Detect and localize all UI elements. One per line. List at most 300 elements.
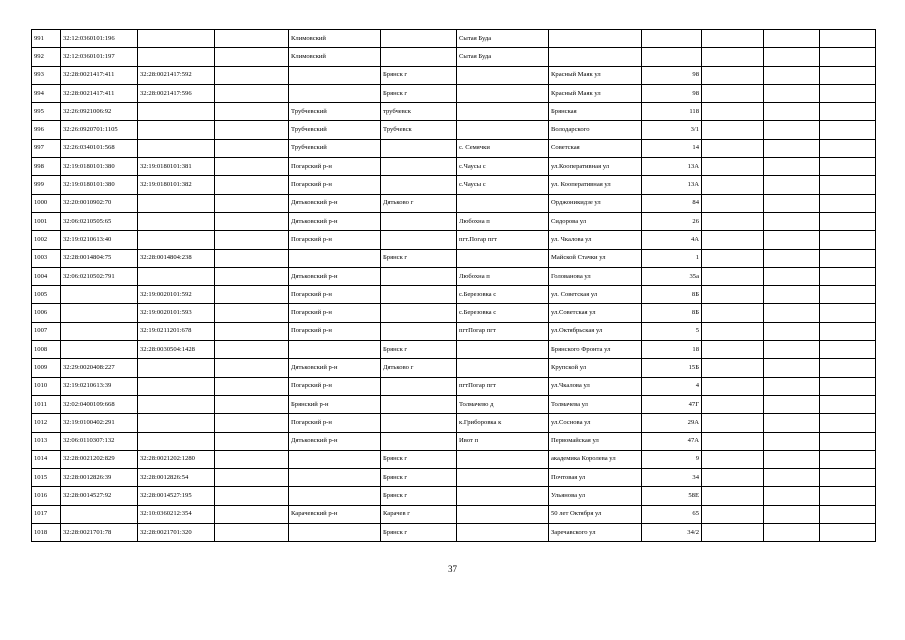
district-cell: Климовский xyxy=(289,30,381,48)
table-row xyxy=(32,231,876,249)
blank-cell-a xyxy=(702,505,764,523)
register-table-body xyxy=(32,30,876,542)
blank-cell-b xyxy=(764,158,820,176)
blank-cell-b xyxy=(764,176,820,194)
blank-cell-c xyxy=(820,121,876,139)
city-cell xyxy=(381,304,457,322)
street-cell: Почтовая ул xyxy=(549,469,642,487)
locality-cell xyxy=(457,359,549,377)
blank-cell-c xyxy=(820,322,876,340)
city-cell: Брянск г xyxy=(381,469,457,487)
blank-cell-a xyxy=(702,48,764,66)
blank-cell-b xyxy=(764,450,820,468)
blank-cell-b xyxy=(764,84,820,102)
cadastral-number-cell xyxy=(61,341,138,359)
house-cell: 29А xyxy=(642,414,702,432)
extra-cell xyxy=(215,103,289,121)
extra-cell xyxy=(215,30,289,48)
row-number-cell: 995 xyxy=(32,103,61,121)
extra-cell xyxy=(215,84,289,102)
extra-cell xyxy=(215,48,289,66)
object-cadastral-cell: 32:28:0021202:1280 xyxy=(138,450,215,468)
locality-cell: Ивот п xyxy=(457,432,549,450)
district-cell xyxy=(289,341,381,359)
blank-cell-b xyxy=(764,30,820,48)
extra-cell xyxy=(215,304,289,322)
city-cell: Трубчевск xyxy=(381,121,457,139)
blank-cell-a xyxy=(702,395,764,413)
house-cell: 58Е xyxy=(642,487,702,505)
city-cell xyxy=(381,414,457,432)
house-cell: 13А xyxy=(642,176,702,194)
object-cadastral-cell: 32:28:0014804:238 xyxy=(138,249,215,267)
object-cadastral-cell: 32:28:0030504:1428 xyxy=(138,341,215,359)
blank-cell-c xyxy=(820,231,876,249)
blank-cell-a xyxy=(702,158,764,176)
extra-cell xyxy=(215,267,289,285)
house-cell xyxy=(642,48,702,66)
blank-cell-b xyxy=(764,103,820,121)
blank-cell-a xyxy=(702,66,764,84)
blank-cell-a xyxy=(702,194,764,212)
blank-cell-c xyxy=(820,158,876,176)
street-cell: ул.Кооперативная ул xyxy=(549,158,642,176)
table-row xyxy=(32,212,876,230)
blank-cell-a xyxy=(702,267,764,285)
blank-cell-c xyxy=(820,341,876,359)
blank-cell-b xyxy=(764,359,820,377)
row-number-cell: 1002 xyxy=(32,231,61,249)
street-cell: Голованова ул xyxy=(549,267,642,285)
district-cell xyxy=(289,84,381,102)
district-cell: Погарский р-н xyxy=(289,158,381,176)
street-cell: Заречавского ул xyxy=(549,524,642,542)
city-cell xyxy=(381,158,457,176)
city-cell xyxy=(381,286,457,304)
row-number-cell: 998 xyxy=(32,158,61,176)
table-row xyxy=(32,469,876,487)
district-cell: Трубчевский xyxy=(289,103,381,121)
extra-cell xyxy=(215,158,289,176)
blank-cell-a xyxy=(702,176,764,194)
object-cadastral-cell: 32:28:0021701:320 xyxy=(138,524,215,542)
table-row xyxy=(32,176,876,194)
blank-cell-a xyxy=(702,212,764,230)
house-cell: 4А xyxy=(642,231,702,249)
house-cell: 8Б xyxy=(642,286,702,304)
district-cell xyxy=(289,487,381,505)
blank-cell-b xyxy=(764,469,820,487)
blank-cell-b xyxy=(764,267,820,285)
cadastral-number-cell: 32:19:0100402:291 xyxy=(61,414,138,432)
row-number-cell: 1004 xyxy=(32,267,61,285)
locality-cell xyxy=(457,450,549,468)
street-cell: академика Королева ул xyxy=(549,450,642,468)
cadastral-number-cell: 32:19:0210613:40 xyxy=(61,231,138,249)
object-cadastral-cell xyxy=(138,103,215,121)
city-cell: Брянск г xyxy=(381,341,457,359)
table-row xyxy=(32,359,876,377)
table-row xyxy=(32,48,876,66)
blank-cell-a xyxy=(702,341,764,359)
blank-cell-a xyxy=(702,121,764,139)
locality-cell: с. Семячки xyxy=(457,139,549,157)
table-row xyxy=(32,103,876,121)
blank-cell-b xyxy=(764,304,820,322)
blank-cell-b xyxy=(764,395,820,413)
locality-cell xyxy=(457,121,549,139)
locality-cell: пгтПогар пгт xyxy=(457,377,549,395)
cadastral-number-cell: 32:06:0210502:791 xyxy=(61,267,138,285)
street-cell: ул. Советская ул xyxy=(549,286,642,304)
cadastral-number-cell: 32:19:0180101:380 xyxy=(61,158,138,176)
street-cell xyxy=(549,30,642,48)
city-cell xyxy=(381,30,457,48)
extra-cell xyxy=(215,469,289,487)
row-number-cell: 993 xyxy=(32,66,61,84)
object-cadastral-cell: 32:19:0180101:382 xyxy=(138,176,215,194)
cadastral-number-cell xyxy=(61,505,138,523)
district-cell xyxy=(289,66,381,84)
blank-cell-a xyxy=(702,524,764,542)
blank-cell-a xyxy=(702,103,764,121)
row-number-cell: 1016 xyxy=(32,487,61,505)
table-row xyxy=(32,487,876,505)
table-row xyxy=(32,341,876,359)
blank-cell-c xyxy=(820,103,876,121)
object-cadastral-cell xyxy=(138,30,215,48)
blank-cell-b xyxy=(764,212,820,230)
object-cadastral-cell: 32:28:0012826:54 xyxy=(138,469,215,487)
cadastral-number-cell: 32:28:0012826:39 xyxy=(61,469,138,487)
house-cell: 35а xyxy=(642,267,702,285)
locality-cell xyxy=(457,469,549,487)
table-row xyxy=(32,194,876,212)
house-cell: 47А xyxy=(642,432,702,450)
district-cell: Дятьковский р-н xyxy=(289,194,381,212)
table-row xyxy=(32,524,876,542)
blank-cell-a xyxy=(702,304,764,322)
house-cell: 14 xyxy=(642,139,702,157)
district-cell: Погарский р-н xyxy=(289,286,381,304)
table-row xyxy=(32,377,876,395)
table-row xyxy=(32,30,876,48)
page-number: 37 xyxy=(448,564,457,574)
district-cell xyxy=(289,249,381,267)
object-cadastral-cell xyxy=(138,267,215,285)
row-number-cell: 1006 xyxy=(32,304,61,322)
district-cell: Дятьковский р-н xyxy=(289,267,381,285)
city-cell: Брянск г xyxy=(381,450,457,468)
street-cell: 50 лет Октября ул xyxy=(549,505,642,523)
blank-cell-a xyxy=(702,414,764,432)
blank-cell-c xyxy=(820,359,876,377)
locality-cell: к.Гриборовка к xyxy=(457,414,549,432)
district-cell: Погарский р-н xyxy=(289,176,381,194)
object-cadastral-cell xyxy=(138,395,215,413)
row-number-cell: 999 xyxy=(32,176,61,194)
blank-cell-c xyxy=(820,48,876,66)
cadastral-number-cell: 32:20:0010902:70 xyxy=(61,194,138,212)
blank-cell-a xyxy=(702,322,764,340)
locality-cell xyxy=(457,524,549,542)
district-cell: Дятьковский р-н xyxy=(289,359,381,377)
cadastral-number-cell xyxy=(61,322,138,340)
blank-cell-a xyxy=(702,469,764,487)
blank-cell-b xyxy=(764,524,820,542)
street-cell: Ульянова ул xyxy=(549,487,642,505)
object-cadastral-cell: 32:28:0021417:596 xyxy=(138,84,215,102)
row-number-cell: 1008 xyxy=(32,341,61,359)
row-number-cell: 1012 xyxy=(32,414,61,432)
blank-cell-c xyxy=(820,450,876,468)
extra-cell xyxy=(215,212,289,230)
extra-cell xyxy=(215,249,289,267)
extra-cell xyxy=(215,66,289,84)
house-cell: 8Б xyxy=(642,304,702,322)
table-row xyxy=(32,414,876,432)
blank-cell-c xyxy=(820,395,876,413)
row-number-cell: 1017 xyxy=(32,505,61,523)
object-cadastral-cell: 32:19:0020101:593 xyxy=(138,304,215,322)
row-number-cell: 1005 xyxy=(32,286,61,304)
table-row xyxy=(32,395,876,413)
extra-cell xyxy=(215,505,289,523)
city-cell xyxy=(381,377,457,395)
blank-cell-b xyxy=(764,286,820,304)
street-cell: ул.Соснова ул xyxy=(549,414,642,432)
extra-cell xyxy=(215,377,289,395)
blank-cell-b xyxy=(764,377,820,395)
street-cell: Советская xyxy=(549,139,642,157)
table-row xyxy=(32,322,876,340)
district-cell: Погарский р-н xyxy=(289,377,381,395)
register-table xyxy=(31,29,876,542)
row-number-cell: 1011 xyxy=(32,395,61,413)
street-cell: Брянского Фронта ул xyxy=(549,341,642,359)
blank-cell-c xyxy=(820,432,876,450)
object-cadastral-cell xyxy=(138,194,215,212)
blank-cell-c xyxy=(820,377,876,395)
street-cell: Красный Маяк ул xyxy=(549,84,642,102)
object-cadastral-cell xyxy=(138,139,215,157)
blank-cell-c xyxy=(820,30,876,48)
row-number-cell: 991 xyxy=(32,30,61,48)
object-cadastral-cell xyxy=(138,414,215,432)
city-cell: Дятьково г xyxy=(381,359,457,377)
district-cell: Трубчевский xyxy=(289,121,381,139)
object-cadastral-cell xyxy=(138,377,215,395)
city-cell xyxy=(381,231,457,249)
locality-cell: с.Чаусы с xyxy=(457,176,549,194)
locality-cell xyxy=(457,103,549,121)
object-cadastral-cell xyxy=(138,231,215,249)
blank-cell-a xyxy=(702,377,764,395)
cadastral-number-cell: 32:28:0021417:411 xyxy=(61,84,138,102)
blank-cell-a xyxy=(702,286,764,304)
cadastral-number-cell: 32:19:0180101:380 xyxy=(61,176,138,194)
row-number-cell: 992 xyxy=(32,48,61,66)
object-cadastral-cell xyxy=(138,432,215,450)
district-cell: Погарский р-н xyxy=(289,322,381,340)
house-cell: 98 xyxy=(642,66,702,84)
blank-cell-a xyxy=(702,139,764,157)
house-cell: 118 xyxy=(642,103,702,121)
blank-cell-c xyxy=(820,505,876,523)
locality-cell xyxy=(457,505,549,523)
city-cell: Брянск г xyxy=(381,487,457,505)
cadastral-number-cell: 32:06:0210505:65 xyxy=(61,212,138,230)
house-cell: 84 xyxy=(642,194,702,212)
blank-cell-a xyxy=(702,84,764,102)
street-cell: ул. Кооперативная ул xyxy=(549,176,642,194)
blank-cell-c xyxy=(820,304,876,322)
object-cadastral-cell: 32:28:0021417:592 xyxy=(138,66,215,84)
street-cell: ул.Октябрьская ул xyxy=(549,322,642,340)
blank-cell-b xyxy=(764,139,820,157)
row-number-cell: 1009 xyxy=(32,359,61,377)
extra-cell xyxy=(215,121,289,139)
street-cell: Крупской ул xyxy=(549,359,642,377)
object-cadastral-cell: 32:28:0014527:195 xyxy=(138,487,215,505)
locality-cell: Толмачево д xyxy=(457,395,549,413)
district-cell: Дятьковский р-н xyxy=(289,432,381,450)
city-cell xyxy=(381,139,457,157)
locality-cell: с.Березовка с xyxy=(457,286,549,304)
row-number-cell: 994 xyxy=(32,84,61,102)
blank-cell-c xyxy=(820,487,876,505)
district-cell: Карачевский р-н xyxy=(289,505,381,523)
city-cell: Брянск г xyxy=(381,524,457,542)
blank-cell-c xyxy=(820,212,876,230)
blank-cell-c xyxy=(820,469,876,487)
cadastral-number-cell: 32:28:0014804:75 xyxy=(61,249,138,267)
house-cell: 34/2 xyxy=(642,524,702,542)
blank-cell-a xyxy=(702,231,764,249)
object-cadastral-cell xyxy=(138,121,215,139)
cadastral-number-cell: 32:02:0400109:668 xyxy=(61,395,138,413)
table-row xyxy=(32,505,876,523)
blank-cell-a xyxy=(702,432,764,450)
house-cell xyxy=(642,30,702,48)
extra-cell xyxy=(215,395,289,413)
object-cadastral-cell xyxy=(138,48,215,66)
cadastral-number-cell: 32:28:0021417:411 xyxy=(61,66,138,84)
locality-cell: Сытая Буда xyxy=(457,48,549,66)
row-number-cell: 996 xyxy=(32,121,61,139)
cadastral-number-cell: 32:12:0360101:196 xyxy=(61,30,138,48)
extra-cell xyxy=(215,414,289,432)
street-cell: ул. Чкалова ул xyxy=(549,231,642,249)
house-cell: 47Г xyxy=(642,395,702,413)
extra-cell xyxy=(215,231,289,249)
blank-cell-c xyxy=(820,286,876,304)
street-cell: Брянская xyxy=(549,103,642,121)
house-cell: 15Б xyxy=(642,359,702,377)
table-row xyxy=(32,432,876,450)
street-cell xyxy=(549,48,642,66)
house-cell: 5 xyxy=(642,322,702,340)
cadastral-number-cell: 32:28:0021202:829 xyxy=(61,450,138,468)
blank-cell-b xyxy=(764,432,820,450)
extra-cell xyxy=(215,432,289,450)
object-cadastral-cell: 32:19:0180101:381 xyxy=(138,158,215,176)
row-number-cell: 1003 xyxy=(32,249,61,267)
row-number-cell: 1014 xyxy=(32,450,61,468)
district-cell: Брянский р-н xyxy=(289,395,381,413)
district-cell xyxy=(289,469,381,487)
city-cell xyxy=(381,322,457,340)
street-cell: Сидорова ул xyxy=(549,212,642,230)
street-cell: ул.Чкалова ул xyxy=(549,377,642,395)
district-cell: Дятьковский р-н xyxy=(289,212,381,230)
house-cell: 65 xyxy=(642,505,702,523)
cadastral-number-cell: 32:26:0340101:568 xyxy=(61,139,138,157)
locality-cell: Любохна п xyxy=(457,212,549,230)
city-cell: Брянск г xyxy=(381,84,457,102)
extra-cell xyxy=(215,524,289,542)
blank-cell-a xyxy=(702,30,764,48)
table-row xyxy=(32,249,876,267)
row-number-cell: 1000 xyxy=(32,194,61,212)
locality-cell xyxy=(457,249,549,267)
house-cell: 26 xyxy=(642,212,702,230)
extra-cell xyxy=(215,139,289,157)
extra-cell xyxy=(215,341,289,359)
blank-cell-b xyxy=(764,231,820,249)
table-row xyxy=(32,158,876,176)
blank-cell-c xyxy=(820,84,876,102)
city-cell xyxy=(381,176,457,194)
cadastral-number-cell: 32:06:0110307:132 xyxy=(61,432,138,450)
row-number-cell: 1001 xyxy=(32,212,61,230)
blank-cell-b xyxy=(764,414,820,432)
district-cell: Климовский xyxy=(289,48,381,66)
cadastral-number-cell: 32:28:0021701:78 xyxy=(61,524,138,542)
blank-cell-b xyxy=(764,48,820,66)
city-cell xyxy=(381,212,457,230)
blank-cell-c xyxy=(820,139,876,157)
row-number-cell: 1018 xyxy=(32,524,61,542)
blank-cell-c xyxy=(820,414,876,432)
city-cell: Карачев г xyxy=(381,505,457,523)
blank-cell-c xyxy=(820,176,876,194)
district-cell: Погарский р-н xyxy=(289,304,381,322)
blank-cell-a xyxy=(702,487,764,505)
district-cell xyxy=(289,524,381,542)
blank-cell-b xyxy=(764,487,820,505)
district-cell: Трубчевский xyxy=(289,139,381,157)
house-cell: 13А xyxy=(642,158,702,176)
blank-cell-b xyxy=(764,66,820,84)
row-number-cell: 1015 xyxy=(32,469,61,487)
house-cell: 9 xyxy=(642,450,702,468)
extra-cell xyxy=(215,487,289,505)
blank-cell-b xyxy=(764,505,820,523)
locality-cell: пгтПогар пгт xyxy=(457,322,549,340)
city-cell: Дятьково г xyxy=(381,194,457,212)
blank-cell-b xyxy=(764,194,820,212)
locality-cell: пгт.Погар пгт xyxy=(457,231,549,249)
object-cadastral-cell xyxy=(138,212,215,230)
cadastral-number-cell: 32:29:0020408:227 xyxy=(61,359,138,377)
table-row xyxy=(32,84,876,102)
extra-cell xyxy=(215,359,289,377)
row-number-cell: 1013 xyxy=(32,432,61,450)
blank-cell-b xyxy=(764,322,820,340)
locality-cell xyxy=(457,66,549,84)
house-cell: 1 xyxy=(642,249,702,267)
